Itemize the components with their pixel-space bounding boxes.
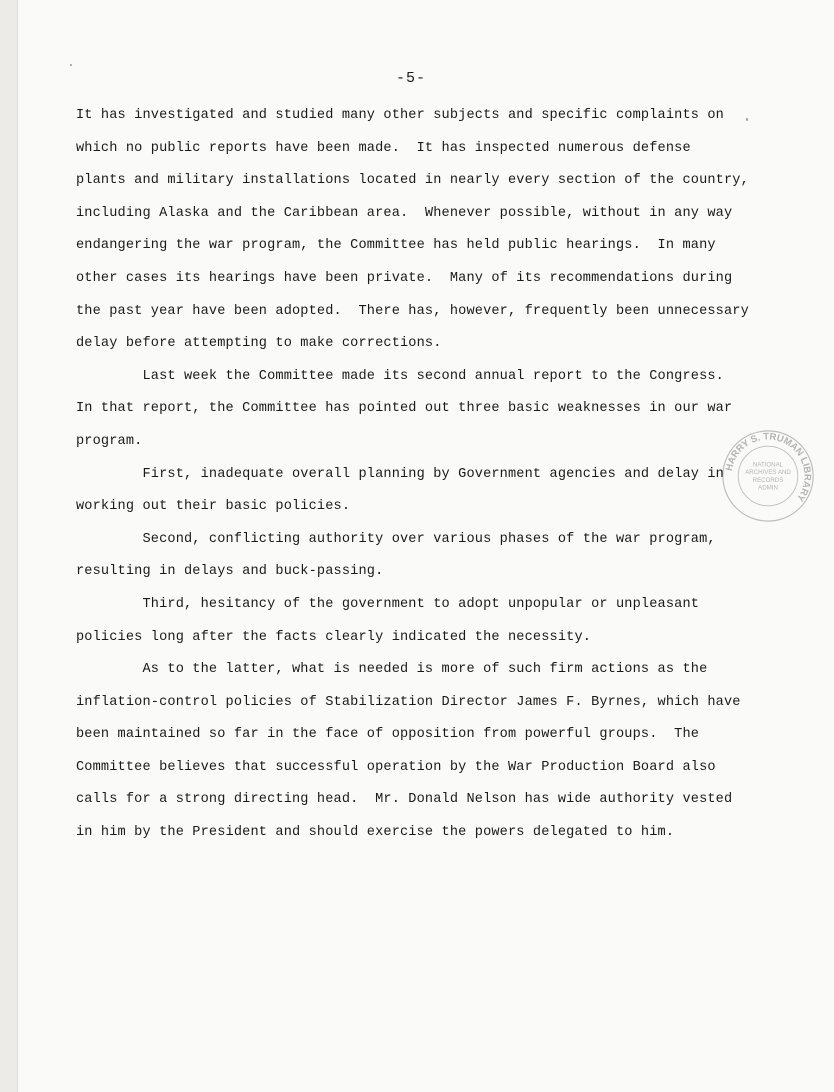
stamp-inner-line: NATIONAL [752,461,784,469]
text-line: As to the latter, what is needed is more of such firm actions as the [76,662,708,678]
text-line: in him by the President and should exercise the powers delegated to him. [76,825,675,841]
text-line: including Alaska and the Caribbean area. Whenever possible, without in any way [76,205,733,221]
text-line: calls for a strong directing head. Mr. Donald Nelson has wide authority vested [76,792,733,808]
library-stamp-seal [720,428,816,524]
text-line: which no public reports have been made. It has inspected numerous defense [76,140,691,156]
text-line: program. [76,433,143,449]
text-line: Last week the Committee made its second annual report to the Congress. [76,368,724,384]
text-line: In that report, the Committee has pointed out three basic weaknesses in our war [76,401,733,417]
paper-speck [70,64,72,66]
document-page [18,0,834,1092]
paragraph [76,654,776,850]
text-line: endangering the war program, the Committee has held public hearings. In many [76,238,716,254]
text-line: It has investigated and studied many other subjects and specific complaints on [76,108,724,123]
document-body [76,100,776,850]
stamp-inner-line: ADMIN [758,484,778,492]
paragraph [76,361,776,459]
text-line: delay before attempting to make corrections. [76,336,442,352]
text-line: Third, hesitancy of the government to adopt unpopular or unpleasant [76,596,700,612]
text-line: the past year have been adopted. There has, however, frequently been unnecessary [76,303,749,319]
text-line: First, inadequate overall planning by Government agencies and delay in [76,466,724,482]
paragraph [76,589,776,654]
text-line: plants and military installations located in nearly every section of the country, [76,173,749,189]
text-line: working out their basic policies. [76,499,351,515]
stamp-ring-text: HARRY S. TRUMAN LIBRARY [723,431,813,504]
text-line: Committee believes that successful operation by the War Production Board also [76,759,716,775]
stamp-inner-line: ARCHIVES AND [745,469,791,477]
text-line: Second, conflicting authority over various phases of the war program, [76,531,716,547]
text-line: other cases its hearings have been private. Many of its recommendations during [76,270,733,286]
paragraph [76,524,776,589]
stamp-inner-line: RECORDS [752,476,784,484]
text-line: resulting in delays and buck-passing. [76,564,384,580]
page-number: -5- [396,70,427,87]
text-line: inflation-control policies of Stabilization Director James F. Byrnes, which have [76,694,741,710]
paragraph [76,100,776,361]
paper-speck [746,118,748,121]
text-line: been maintained so far in the face of opposition from powerful groups. The [76,727,700,743]
paragraph [76,459,776,524]
text-line: policies long after the facts clearly indicated the necessity. [76,629,592,645]
